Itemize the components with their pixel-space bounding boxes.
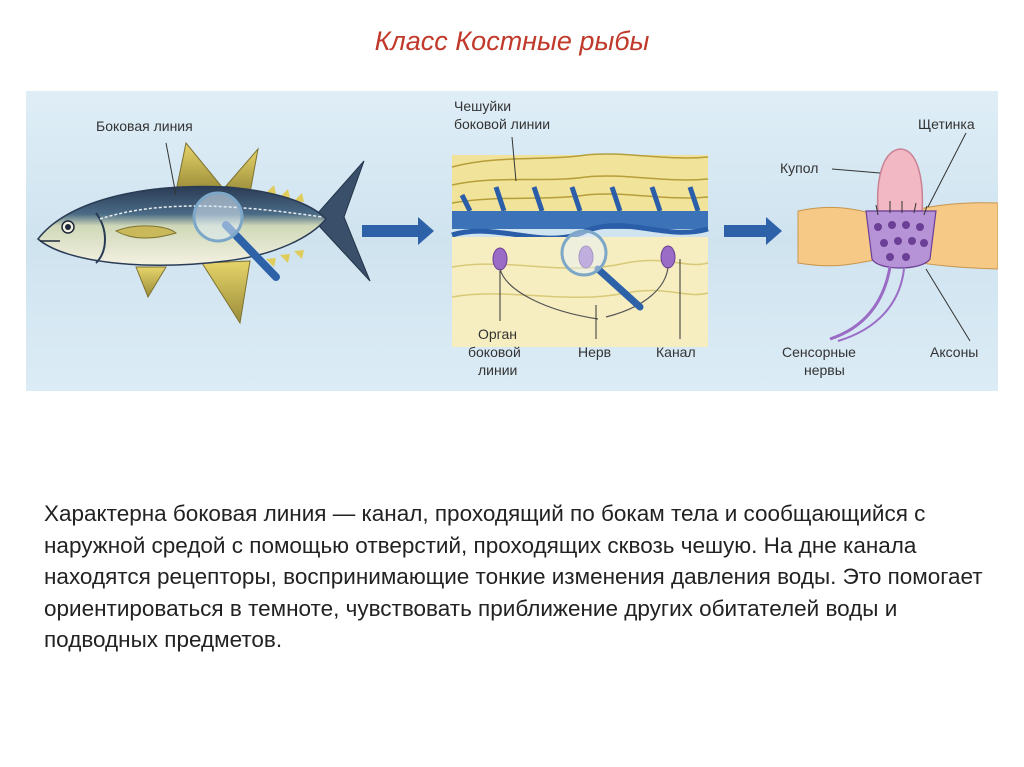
description-text: Характерна боковая линия — канал, проходящий по бокам тела и сообщающийся с наружной средой с помощью отверстий, проходящих сквозь чешую. На дне канала находятся рецепторы, воспринимающие тонкие изменения давления воды. Это помогает ориентироваться в темноте, чувствовать приближение других обитателей воды и подводных предметов. bbox=[44, 501, 983, 652]
label-sensory-1: Сенсорные bbox=[782, 344, 856, 360]
label-organ-1: Орган bbox=[478, 326, 517, 342]
label-organ-2: боковой bbox=[468, 344, 521, 360]
label-cupula: Купол bbox=[780, 160, 819, 176]
label-nerve: Нерв bbox=[578, 344, 612, 360]
label-organ-3: линии bbox=[478, 362, 518, 378]
label-scales-1: Чешуйки bbox=[454, 98, 512, 114]
arrow-right-icon bbox=[724, 217, 782, 245]
label-bristle: Щетинка bbox=[918, 116, 975, 132]
page-title: Класс Костные рыбы bbox=[374, 26, 650, 56]
label-scales-2: боковой линии bbox=[454, 116, 551, 132]
receptor-illustration bbox=[798, 133, 998, 341]
fish-illustration bbox=[38, 143, 370, 323]
label-canal: Канал bbox=[656, 344, 696, 360]
section-illustration bbox=[452, 137, 708, 347]
figure-drawing bbox=[26, 91, 998, 391]
label-sensory-2: нервы bbox=[804, 362, 845, 378]
arrow-right-icon bbox=[362, 217, 434, 245]
label-lateral-line: Боковая линия bbox=[96, 118, 193, 134]
label-axons: Аксоны bbox=[930, 344, 979, 360]
lateral-line-figure bbox=[26, 91, 998, 391]
